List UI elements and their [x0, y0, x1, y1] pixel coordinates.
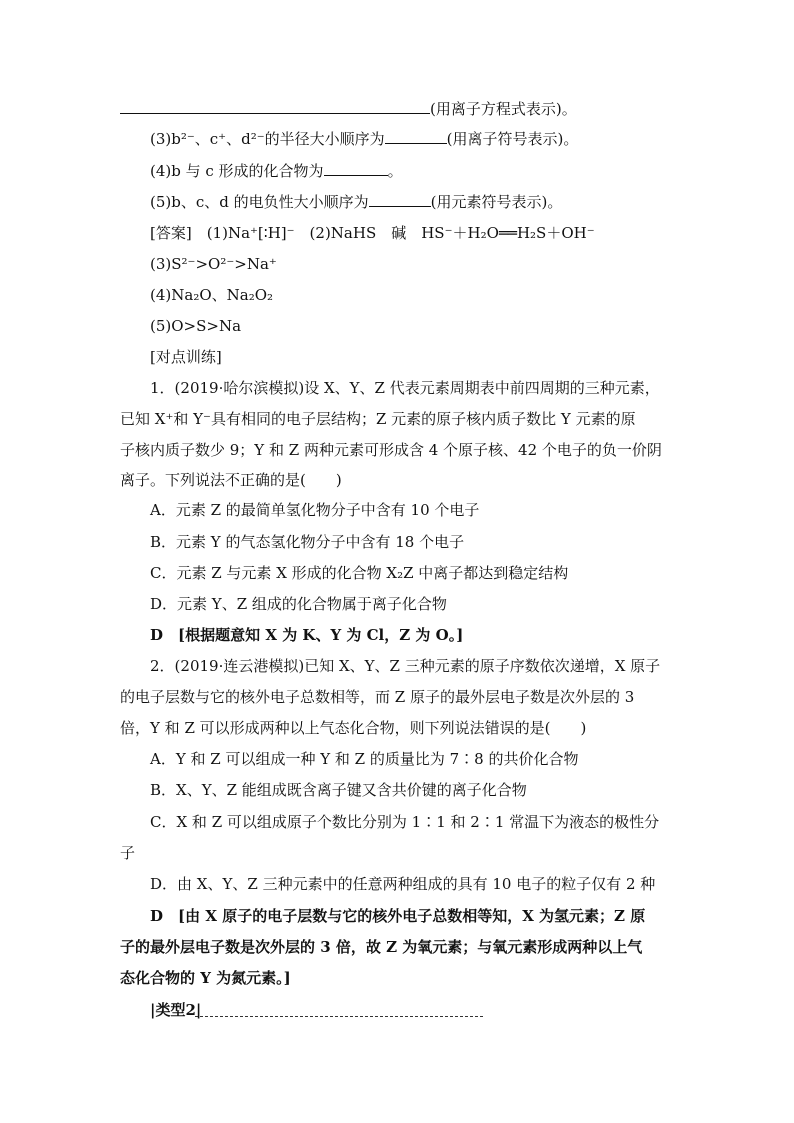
- answer-line-4: (5)O>S>Na: [150, 317, 242, 335]
- answer-blank: [385, 128, 447, 144]
- answer-line-1: [答案] (1)Na⁺[∶H]⁻ (2)NaHS 碱 HS⁻＋H₂O══H₂S＋OH⁻: [150, 224, 595, 242]
- q2-tail: (用离子方程式表示)。: [430, 100, 577, 118]
- p2-answer-3: 态化合物的 Y 为氮元素。]: [120, 969, 291, 987]
- q2-line: [120, 98, 577, 119]
- answer-blank: [369, 191, 431, 207]
- p1-line-4: 离子。下列说法不正确的是( ): [120, 471, 342, 489]
- p1-option-d: D．元素 Y、Z 组成的化合物属于离子化合物: [150, 595, 447, 613]
- section-divider: [195, 1016, 483, 1017]
- p1-line-1: 1．(2019·哈尔滨模拟)设 X、Y、Z 代表元素周期表中前四周期的三种元素，: [150, 379, 660, 397]
- p1-line-2: 已知 X⁺和 Y⁻具有相同的电子层结构；Z 元素的原子核内质子数比 Y 元素的原: [120, 410, 636, 428]
- section-heading: |类型2|: [150, 1001, 202, 1019]
- p1-option-c: C．元素 Z 与元素 X 形成的化合物 X₂Z 中离子都达到稳定结构: [150, 564, 569, 582]
- p1-line-3: 子核内质子数少 9；Y 和 Z 两种元素可形成含 4 个原子核、42 个电子的负一价阴: [120, 441, 662, 459]
- practice-heading: [对点训练]: [150, 348, 222, 366]
- p2-option-c-2: 子: [120, 844, 136, 862]
- p2-line-1: 2．(2019·连云港模拟)已知 X、Y、Z 三种元素的原子序数依次递增，X 原子: [150, 657, 661, 675]
- q3-line: (3)b²⁻、c⁺、d²⁻的半径大小顺序为 (用离子符号表示)。: [150, 130, 579, 148]
- q5-line: (5)b、c、d 的电负性大小顺序为 (用元素符号表示)。: [150, 193, 563, 211]
- answer-line-3: (4)Na₂O、Na₂O₂: [150, 286, 274, 304]
- p2-line-3: 倍，Y 和 Z 可以形成两种以上气态化合物，则下列说法错误的是( ): [120, 719, 587, 737]
- answer-line-2: (3)S²⁻>O²⁻>Na⁺: [150, 255, 277, 273]
- p2-option-c-1: C．X 和 Z 可以组成原子个数比分别为 1∶1 和 2∶1 常温下为液态的极性分: [150, 813, 660, 831]
- p1-option-a: A．元素 Z 的最简单氢化物分子中含有 10 个电子: [150, 501, 480, 519]
- p2-line-2: 的电子层数与它的核外电子总数相等，而 Z 原子的最外层电子数是次外层的 3: [120, 688, 635, 706]
- answer-blank: [120, 98, 430, 114]
- answer-blank: [324, 160, 388, 176]
- p1-option-b: B．元素 Y 的气态氢化物分子中含有 18 个电子: [150, 533, 465, 551]
- p2-option-a: A．Y 和 Z 可以组成一种 Y 和 Z 的质量比为 7∶8 的共价化合物: [150, 750, 579, 768]
- p2-answer-1: D [由 X 原子的电子层数与它的核外电子总数相等知，X 为氢元素；Z 原: [150, 907, 646, 925]
- q4-line: (4)b 与 c 形成的化合物为 。: [150, 162, 403, 180]
- p2-option-b: B．X、Y、Z 能组成既含离子键又含共价键的离子化合物: [150, 781, 527, 799]
- p2-option-d: D．由 X、Y、Z 三种元素中的任意两种组成的具有 10 电子的粒子仅有 2 种: [150, 875, 656, 893]
- p2-answer-2: 子的最外层电子数是次外层的 3 倍，故 Z 为氧元素；与氧元素形成两种以上气: [120, 938, 643, 956]
- p1-answer: D [根据题意知 X 为 K、Y 为 Cl，Z 为 O。]: [150, 626, 464, 644]
